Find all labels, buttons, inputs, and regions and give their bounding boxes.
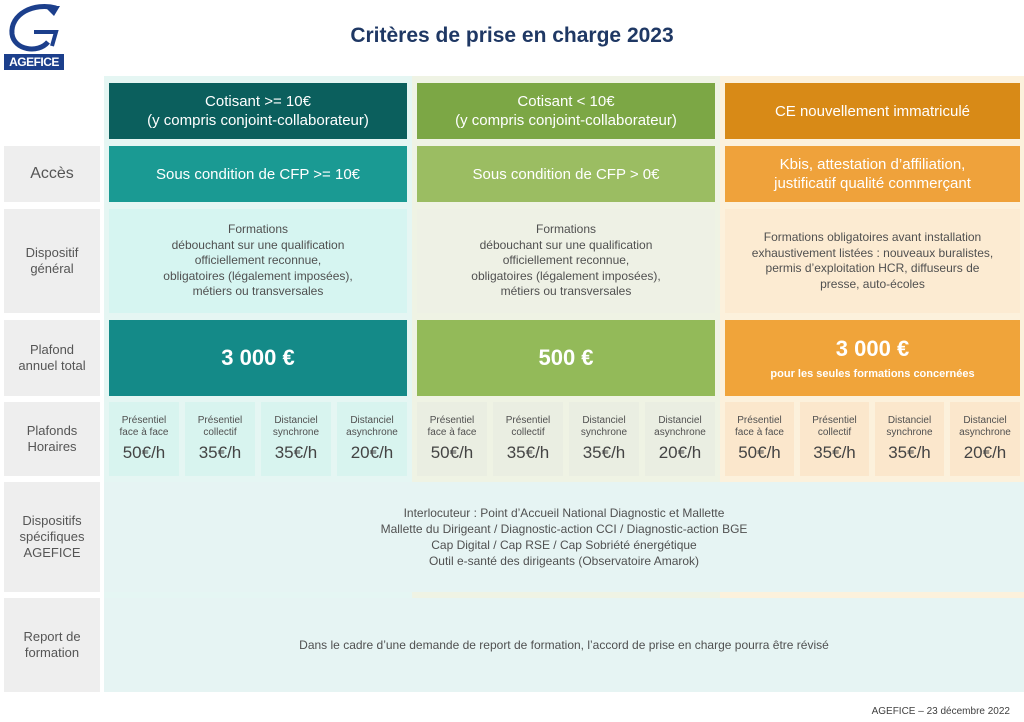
- horaire-distanciel-asynchrone: [950, 402, 1020, 476]
- specifique-line: Interlocuteur : Point d’Accueil National Diagnostic et Mallette: [403, 506, 725, 520]
- header-line: (y compris conjoint-collaborateur): [455, 112, 677, 129]
- horaire-label: asynchrone: [959, 426, 1011, 438]
- header-line: CE nouvellement immatriculé: [774, 102, 971, 120]
- horaire-label: asynchrone: [654, 426, 706, 438]
- specifique-line: Outil e-santé des dirigeants (Observatoire Amarok): [428, 554, 700, 568]
- dispositif-line: officiellement reconnue,: [194, 253, 322, 268]
- plafond-amount: 3 000 €: [835, 336, 910, 361]
- row-label-line: Plafond: [29, 342, 75, 357]
- specifique-line: Mallette du Dirigeant / Diagnostic-action CCI / Diagnostic-action BGE: [380, 522, 748, 536]
- plafond-note: pour les seules formations concernées: [770, 368, 975, 380]
- row-label-line: formation: [24, 645, 80, 660]
- acces-text: Sous condition de CFP >= 10€: [155, 165, 361, 183]
- acces-ce: [725, 146, 1020, 202]
- logo-text: AGEFICE: [4, 54, 64, 70]
- horaire-label: synchrone: [272, 426, 320, 438]
- dispositif-cotisant-10: [109, 209, 407, 313]
- acces-cotisant-10: [109, 146, 407, 202]
- horaire-distanciel-asynchrone: [337, 402, 407, 476]
- row-label-line: Dispositifs: [22, 513, 82, 528]
- horaire-presentiel-collectif: [493, 402, 563, 476]
- horaire-label: synchrone: [886, 426, 933, 438]
- dispositif-line: métiers ou transversales: [192, 284, 324, 299]
- horaire-distanciel-synchrone: [875, 402, 944, 476]
- horaire-value: 35€/h: [888, 442, 931, 462]
- horaire-value: 50€/h: [738, 442, 781, 462]
- horaire-label: Distanciel: [582, 414, 626, 426]
- horaire-label: collectif: [203, 426, 237, 438]
- row-label-report: [4, 598, 100, 692]
- horaire-value: 50€/h: [122, 442, 166, 462]
- row-label-line: Horaires: [27, 439, 77, 454]
- horaire-label: Présentiel: [737, 414, 782, 426]
- row-label-dispositif: [4, 209, 100, 313]
- row-label-horaires: [4, 402, 100, 476]
- dispositif-line: obligatoires (légalement imposées),: [471, 268, 661, 283]
- row-label-line: AGEFICE: [23, 545, 81, 560]
- horaire-label: Présentiel: [505, 414, 551, 426]
- row-label-specifiques: [4, 482, 100, 592]
- horaire-presentiel-collectif: [185, 402, 255, 476]
- plafond-amount: 500 €: [538, 345, 594, 370]
- horaire-distanciel-synchrone: [261, 402, 331, 476]
- dispositif-ce: [725, 209, 1020, 313]
- row-label-line: spécifiques: [19, 529, 85, 544]
- horaire-label: synchrone: [580, 426, 628, 438]
- horaire-value: 35€/h: [274, 442, 318, 462]
- horaire-value: 20€/h: [658, 442, 702, 462]
- horaire-label: Présentiel: [197, 414, 243, 426]
- header-line: Cotisant < 10€: [517, 93, 615, 110]
- dispositif-line: débouchant sur une qualification: [171, 237, 345, 252]
- dispositif-line: métiers ou transversales: [500, 284, 632, 299]
- row-label-plafond: [4, 320, 100, 396]
- page-title: Critères de prise en charge 2023: [350, 24, 674, 47]
- horaire-presentiel-face-a-face: [725, 402, 794, 476]
- header-cotisant-moins-10: [417, 83, 715, 139]
- row-label-line: Dispositif: [25, 245, 79, 260]
- row-label-line: Report de: [23, 629, 81, 644]
- plafond-amount: 3 000 €: [221, 345, 295, 370]
- horaire-label: Distanciel: [658, 414, 702, 426]
- header-line: (y compris conjoint-collaborateur): [147, 112, 369, 129]
- dispositif-cotisant-moins-10: [417, 209, 715, 313]
- dispositif-line: exhaustivement listées : nouveaux buralistes,: [751, 245, 994, 260]
- horaire-label: face à face: [735, 426, 784, 438]
- report-content: [104, 598, 1024, 692]
- report-text: Dans le cadre d’une demande de report de formation, l’accord de prise en charge pourra être révisé: [299, 638, 829, 652]
- acces-text: Sous condition de CFP > 0€: [472, 165, 660, 183]
- horaire-value: 20€/h: [350, 442, 394, 462]
- horaire-value: 20€/h: [963, 442, 1007, 462]
- horaire-distanciel-synchrone: [569, 402, 639, 476]
- dispositif-line: Formations obligatoires avant installation: [763, 230, 982, 244]
- horaire-presentiel-collectif: [800, 402, 869, 476]
- row-label-line: général: [30, 261, 74, 276]
- horaire-presentiel-face-a-face: [109, 402, 179, 476]
- horaire-label: Présentiel: [429, 414, 475, 426]
- plafond-cotisant-10: [109, 320, 407, 396]
- dispositif-line: officiellement reconnue,: [502, 253, 630, 268]
- dispositif-line: Formations: [535, 222, 597, 237]
- horaire-distanciel-asynchrone: [645, 402, 715, 476]
- row-label-acces: Accès: [4, 146, 100, 202]
- row-label-line: Plafonds: [26, 423, 78, 438]
- horaire-label: Présentiel: [121, 414, 167, 426]
- horaire-label: Présentiel: [812, 414, 857, 426]
- specifique-line: Cap Digital / Cap RSE / Cap Sobriété énergétique: [431, 538, 697, 552]
- horaire-label: face à face: [119, 426, 169, 438]
- horaire-label: face à face: [427, 426, 477, 438]
- horaire-label: Distanciel: [274, 414, 318, 426]
- horaire-label: Distanciel: [963, 414, 1007, 426]
- horaire-label: Distanciel: [350, 414, 394, 426]
- horaire-value: 50€/h: [430, 442, 474, 462]
- horaire-label: asynchrone: [346, 426, 398, 438]
- header-cotisant-10: [109, 83, 407, 139]
- specifiques-content: [104, 482, 1024, 592]
- horaire-label: Distanciel: [887, 414, 932, 426]
- plafond-ce: [725, 320, 1020, 396]
- horaire-value: 35€/h: [813, 442, 856, 462]
- acces-cotisant-moins-10: [417, 146, 715, 202]
- acces-text: Kbis, attestation d’affiliation,: [779, 156, 966, 173]
- horaire-value: 35€/h: [582, 442, 626, 462]
- horaire-label: collectif: [817, 426, 852, 438]
- dispositif-line: presse, auto-écoles: [820, 276, 925, 291]
- row-label-line: annuel total: [18, 358, 86, 373]
- footer-date: AGEFICE – 23 décembre 2022: [871, 706, 1010, 717]
- acces-text: justificatif qualité commerçant: [774, 175, 971, 192]
- dispositif-line: débouchant sur une qualification: [479, 237, 653, 252]
- plafond-cotisant-moins-10: [417, 320, 715, 396]
- dispositif-line: obligatoires (légalement imposées),: [163, 268, 353, 283]
- dispositif-line: Formations: [227, 222, 289, 237]
- horaire-value: 35€/h: [198, 442, 242, 462]
- horaire-value: 35€/h: [506, 442, 550, 462]
- horaire-label: collectif: [511, 426, 545, 438]
- horaire-presentiel-face-a-face: [417, 402, 487, 476]
- header-line: Cotisant >= 10€: [205, 93, 311, 110]
- dispositif-line: permis d’exploitation HCR, diffuseurs de: [765, 261, 980, 275]
- header-ce-immatricule: [725, 83, 1020, 139]
